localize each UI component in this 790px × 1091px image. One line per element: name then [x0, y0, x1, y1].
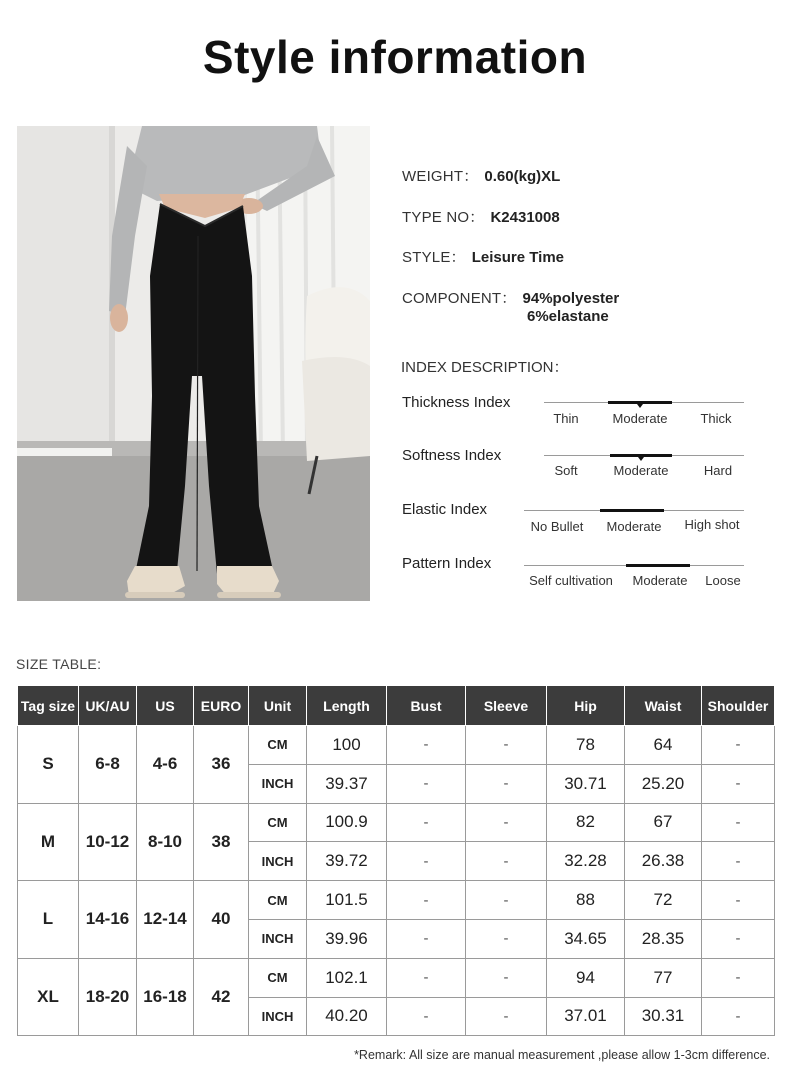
hip-cell: 37.01: [547, 997, 625, 1036]
remark-note: *Remark: All size are manual measurement ,please allow 1-3cm difference.: [354, 1048, 770, 1062]
bust-cell: -: [387, 881, 466, 920]
header-unit: Unit: [249, 686, 307, 726]
pattern-index-label: Pattern Index: [402, 555, 492, 572]
length-cell: 39.72: [307, 842, 387, 881]
hip-cell: 94: [547, 958, 625, 997]
length-cell: 101.5: [307, 881, 387, 920]
header-shoulder: Shoulder: [702, 686, 775, 726]
shoulder-cell: -: [702, 764, 775, 803]
softness-index-label: Softness Index: [402, 447, 502, 464]
component-value-1: 94%polyester: [522, 290, 620, 307]
length-cell: 100.9: [307, 803, 387, 842]
hip-cell: 78: [547, 726, 625, 765]
sleeve-cell: -: [466, 958, 547, 997]
size-table-heading: SIZE TABLE:: [16, 656, 102, 672]
softness-option-soft: Soft: [554, 463, 578, 478]
bust-cell: -: [387, 764, 466, 803]
hip-cell: 34.65: [547, 919, 625, 958]
product-photo: [17, 126, 370, 601]
waist-cell: 72: [625, 881, 702, 920]
product-photo-black-flare-pants-icon: [17, 126, 370, 601]
thickness-index-label: Thickness Index: [402, 394, 511, 411]
sleeve-cell: -: [466, 726, 547, 765]
header-hip: Hip: [547, 686, 625, 726]
sleeve-cell: -: [466, 881, 547, 920]
thickness-option-moderate: Moderate: [612, 411, 668, 426]
pattern-option-moderate: Moderate: [632, 573, 688, 588]
unit-inch-cell: INCH: [249, 997, 307, 1036]
waist-cell: 67: [625, 803, 702, 842]
hip-cell: 32.28: [547, 842, 625, 881]
length-cell: 40.20: [307, 997, 387, 1036]
sleeve-cell: -: [466, 764, 547, 803]
pattern-option-self-cultivation: Self cultivation: [529, 573, 613, 588]
type-no-label: TYPE NO：: [402, 209, 485, 226]
header-waist: Waist: [625, 686, 702, 726]
table-row: [18, 958, 775, 997]
shoulder-cell: -: [702, 919, 775, 958]
waist-cell: 28.35: [625, 919, 702, 958]
elastic-option-high-shot: High shot: [684, 517, 740, 532]
header-uk-au: UK/AU: [79, 686, 137, 726]
softness-option-moderate: Moderate: [613, 463, 669, 478]
weight-label: WEIGHT：: [402, 168, 479, 185]
euro-cell: 40: [194, 881, 249, 959]
us-cell: 16-18: [137, 958, 194, 1036]
shoulder-cell: -: [702, 842, 775, 881]
unit-cm-cell: CM: [249, 803, 307, 842]
sleeve-cell: -: [466, 803, 547, 842]
pattern-selected-mark: [626, 564, 690, 567]
type-no-value: K2431008: [490, 209, 560, 226]
component-label: COMPONENT：: [402, 290, 517, 307]
header-euro: EURO: [194, 686, 249, 726]
bust-cell: -: [387, 726, 466, 765]
tag-size-cell: S: [18, 726, 79, 804]
size-table: [17, 685, 775, 1036]
elastic-index-label: Elastic Index: [402, 501, 488, 518]
component-value-2: 6%elastane: [527, 308, 609, 325]
header-bust: Bust: [387, 686, 466, 726]
index-description-heading: INDEX DESCRIPTION：: [401, 359, 569, 376]
spec-weight: [402, 165, 560, 186]
elastic-option-moderate: Moderate: [606, 519, 662, 534]
header-us: US: [137, 686, 194, 726]
waist-cell: 77: [625, 958, 702, 997]
bust-cell: -: [387, 919, 466, 958]
uk-au-cell: 18-20: [79, 958, 137, 1036]
shoulder-cell: -: [702, 881, 775, 920]
elastic-option-no-bullet: No Bullet: [530, 519, 584, 534]
uk-au-cell: 6-8: [79, 726, 137, 804]
shoulder-cell: -: [702, 958, 775, 997]
bust-cell: -: [387, 803, 466, 842]
uk-au-cell: 10-12: [79, 803, 137, 881]
tag-size-cell: XL: [18, 958, 79, 1036]
size-table-header-row: [18, 686, 775, 726]
header-tag-size: Tag size: [18, 686, 79, 726]
page-title: Style information: [202, 31, 588, 83]
length-cell: 100: [307, 726, 387, 765]
us-cell: 8-10: [137, 803, 194, 881]
spec-component: [402, 287, 619, 308]
style-label: STYLE：: [402, 249, 466, 266]
unit-cm-cell: CM: [249, 958, 307, 997]
hip-cell: 30.71: [547, 764, 625, 803]
thickness-option-thick: Thick: [700, 411, 732, 426]
us-cell: 12-14: [137, 881, 194, 959]
sleeve-cell: -: [466, 919, 547, 958]
bust-cell: -: [387, 997, 466, 1036]
shoulder-cell: -: [702, 803, 775, 842]
length-cell: 39.37: [307, 764, 387, 803]
table-row: [18, 881, 775, 920]
spec-type-no: [402, 206, 560, 227]
spec-style: [402, 246, 564, 267]
euro-cell: 38: [194, 803, 249, 881]
length-cell: 39.96: [307, 919, 387, 958]
tag-size-cell: L: [18, 881, 79, 959]
bust-cell: -: [387, 958, 466, 997]
sleeve-cell: -: [466, 997, 547, 1036]
hip-cell: 88: [547, 881, 625, 920]
waist-cell: 26.38: [625, 842, 702, 881]
elastic-selected-mark: [600, 509, 664, 512]
unit-cm-cell: CM: [249, 881, 307, 920]
uk-au-cell: 14-16: [79, 881, 137, 959]
shoulder-cell: -: [702, 997, 775, 1036]
softness-option-hard: Hard: [703, 463, 733, 478]
pattern-option-loose: Loose: [705, 573, 741, 588]
unit-inch-cell: INCH: [249, 764, 307, 803]
table-row: [18, 726, 775, 765]
waist-cell: 25.20: [625, 764, 702, 803]
table-row: [18, 803, 775, 842]
unit-cm-cell: CM: [249, 726, 307, 765]
unit-inch-cell: INCH: [249, 919, 307, 958]
euro-cell: 42: [194, 958, 249, 1036]
header-length: Length: [307, 686, 387, 726]
style-value: Leisure Time: [471, 249, 564, 266]
weight-value: 0.60(kg)XL: [484, 168, 561, 185]
hip-cell: 82: [547, 803, 625, 842]
length-cell: 102.1: [307, 958, 387, 997]
waist-cell: 30.31: [625, 997, 702, 1036]
waist-cell: 64: [625, 726, 702, 765]
shoulder-cell: -: [702, 726, 775, 765]
bust-cell: -: [387, 842, 466, 881]
softness-pointer-icon: [638, 457, 644, 461]
sleeve-cell: -: [466, 842, 547, 881]
tag-size-cell: M: [18, 803, 79, 881]
thickness-option-thin: Thin: [553, 411, 579, 426]
us-cell: 4-6: [137, 726, 194, 804]
unit-inch-cell: INCH: [249, 842, 307, 881]
thickness-pointer-icon: [637, 404, 643, 408]
header-sleeve: Sleeve: [466, 686, 547, 726]
euro-cell: 36: [194, 726, 249, 804]
